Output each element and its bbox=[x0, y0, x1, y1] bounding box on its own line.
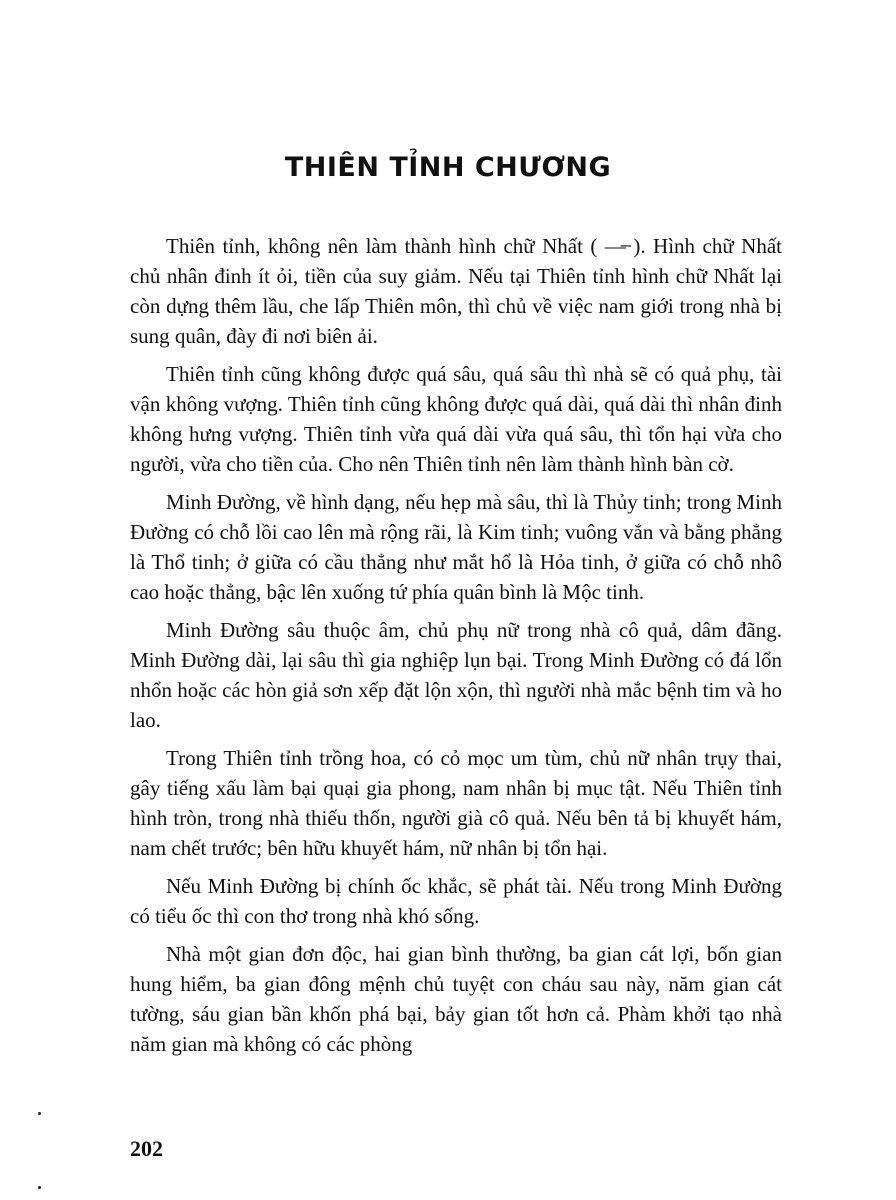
page-number: 202 bbox=[130, 1136, 163, 1161]
paragraph-4: Minh Đường sâu thuộc âm, chủ phụ nữ trong nhà cô quả, dâm đãng. Minh Đường dài, lại sâu thì gia nghiệp lụn bại. Trong Minh Đường có đá lổn nhổn hoặc các hòn giả sơn xếp đặt lộn xộn, thì người nhà mắc bệnh tim và ho lao. bbox=[130, 618, 782, 732]
paragraph-3: Minh Đường, về hình dạng, nếu hẹp mà sâu, thì là Thủy tinh; trong Minh Đường có chỗ lồi cao lên mà rộng rãi, là Kim tinh; vuông vắn và bằng phẳng là Thổ tinh; ở giữa có cầu thẳng như mắt hổ là Hỏa tinh, ở giữa có chỗ nhô cao hoặc thẳng, bậc lên xuống tứ phía quân bình là Mộc tinh. bbox=[130, 490, 782, 604]
scan-speck bbox=[38, 1112, 41, 1115]
paragraph-5: Trong Thiên tỉnh trồng hoa, có cỏ mọc um tùm, chủ nữ nhân trụy thai, gây tiếng xấu làm bại quại gia phong, nam nhân bị mục tật. Nếu Thiên tỉnh hình tròn, trong nhà thiếu thốn, người già cô quả. Nếu bên tả bị khuyết hám, nam chết trước; bên hữu khuyết hám, nữ nhân bị tổn hại. bbox=[130, 746, 782, 860]
chapter-title: THIÊN TỈNH CHƯƠNG bbox=[284, 152, 612, 183]
paragraph-7: Nhà một gian đơn độc, hai gian bình thường, ba gian cát lợi, bốn gian hung hiểm, ba gian đông mệnh chủ tuyệt con cháu sau này, năm gian cát tường, sáu gian bần khốn phá bại, bảy gian tốt hơn cả. Phàm khởi tạo nhà năm gian mà không có các phòng bbox=[130, 942, 782, 1056]
scan-speck bbox=[38, 1186, 41, 1189]
paragraph-2: Thiên tỉnh cũng không được quá sâu, quá sâu thì nhà sẽ có quả phụ, tài vận không vượng. Thiên tỉnh cũng không được quá dài, quá dài thì nhân đinh không hưng vượng. Thiên tỉnh vừa quá dài vừa quá sâu, thì tổn hại vừa cho người, vừa cho tiền của. Cho nên Thiên tỉnh nên làm thành hình bàn cờ. bbox=[130, 362, 782, 476]
body-text bbox=[130, 231, 782, 1067]
paragraph-1: Thiên tỉnh, không nên làm thành hình chữ Nhất ( —̶ ). Hình chữ Nhất chủ nhân đinh ít ỏi, tiền của suy giảm. Nếu tại Thiên tỉnh hình chữ Nhất lại còn dựng thêm lầu, che lấp Thiên môn, thì chủ về việc nam giới trong nhà bị sung quân, đày đi nơi biên ải. bbox=[130, 234, 782, 348]
paragraph-6: Nếu Minh Đường bị chính ốc khắc, sẽ phát tài. Nếu trong Minh Đường có tiểu ốc thì con thơ trong nhà khó sống. bbox=[130, 874, 782, 928]
